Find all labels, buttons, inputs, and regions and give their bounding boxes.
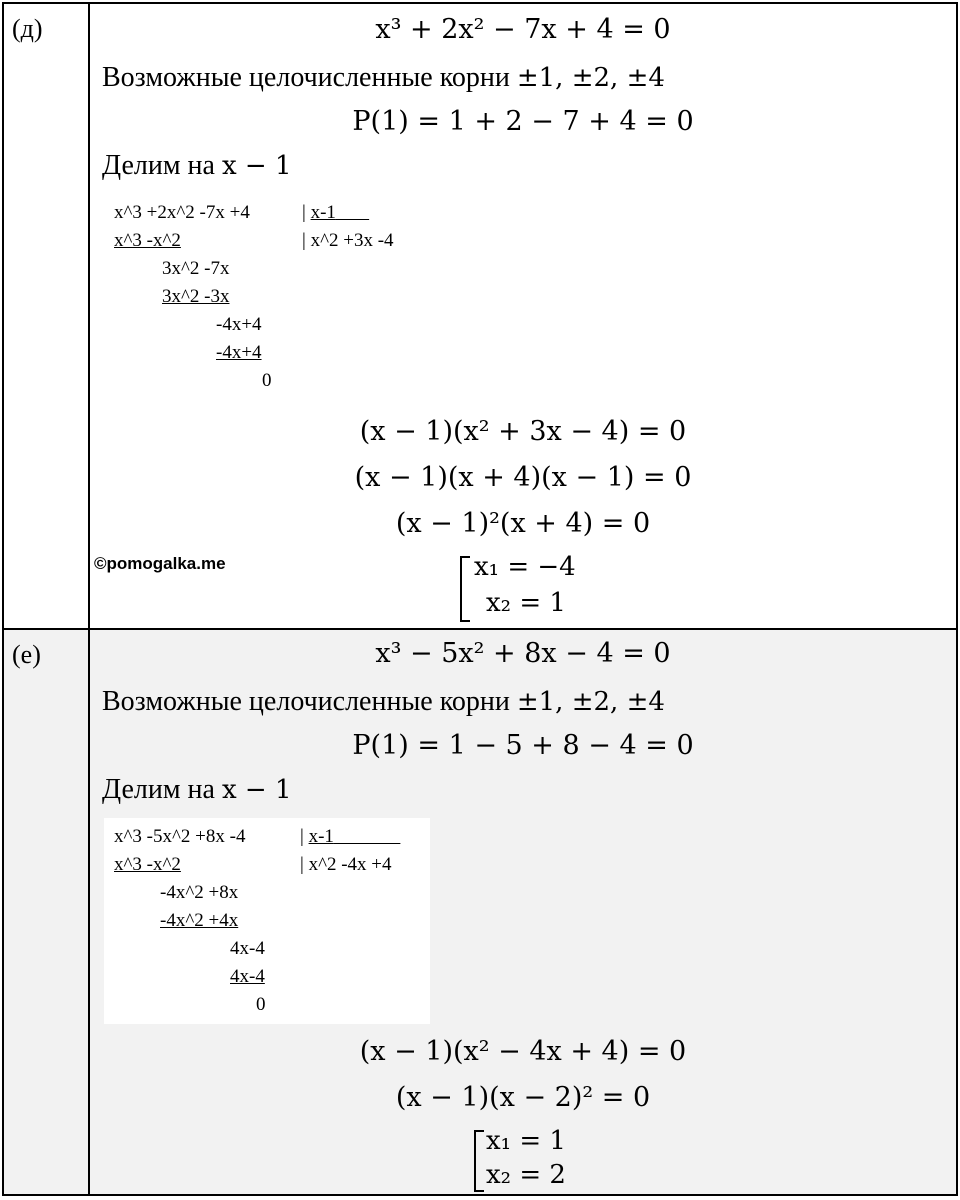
- division-remainder: 0: [256, 994, 266, 1015]
- division-step: -4x+4: [216, 314, 262, 335]
- long-division: x^3 -5x^2 +8x -4 | x-1 x^3 -x^2 | x^2 -4x +4 -4x^2 +8x -4x^2 +4x 4x-4 4x-4 0: [104, 818, 430, 1024]
- factor-line: (x − 1)(x − 2)² = 0: [395, 1082, 651, 1113]
- division-step: 3x^2 -3x: [162, 286, 230, 307]
- possible-roots-line: [102, 62, 665, 94]
- dividend: x^3 -5x^2 +8x -4: [114, 826, 246, 847]
- divide-by: x − 1: [221, 151, 292, 181]
- division-remainder: 0: [262, 370, 272, 391]
- quotient: x^2 +3x -4: [310, 230, 394, 251]
- solution: x₁ = −4: [474, 552, 576, 582]
- factor-line: (x − 1)²(x + 4) = 0: [395, 508, 651, 539]
- dividend: x^3 +2x^2 -7x +4: [114, 202, 250, 223]
- possible-roots-text: Возможные целочисленные корни: [102, 686, 517, 717]
- divisor: x-1: [310, 202, 336, 223]
- possible-roots-text: Возможные целочисленные корни: [102, 62, 517, 93]
- equation: x³ − 5x² + 8x − 4 = 0: [375, 638, 671, 669]
- table-row-e: [4, 628, 956, 1194]
- divide-by: x − 1: [221, 775, 292, 805]
- p1-check: P(1) = 1 + 2 − 7 + 4 = 0: [352, 106, 694, 137]
- divide-line: [102, 150, 292, 182]
- solution-system: [474, 1126, 624, 1196]
- quotient: x^2 -4x +4: [308, 854, 392, 875]
- possible-roots-values: ±1, ±2, ±4: [516, 63, 665, 93]
- table-row-d: [4, 4, 956, 628]
- division-step: 4x-4: [230, 938, 265, 959]
- row-content: [90, 630, 956, 1194]
- possible-roots-values: ±1, ±2, ±4: [516, 687, 665, 717]
- factor-line: (x − 1)(x² + 3x − 4) = 0: [359, 416, 687, 447]
- factor-line: (x − 1)(x + 4)(x − 1) = 0: [354, 462, 692, 493]
- row-content: [90, 4, 956, 628]
- solution: x₁ = 1: [486, 1126, 566, 1156]
- system-bracket: [474, 1130, 484, 1192]
- watermark: ©pomogalka.me: [94, 554, 226, 573]
- factor-line: (x − 1)(x² − 4x + 4) = 0: [359, 1036, 687, 1067]
- division-step: 3x^2 -7x: [162, 258, 230, 279]
- divide-line: [102, 774, 292, 806]
- divisor: x-1: [308, 826, 334, 847]
- solution-system: [460, 552, 620, 622]
- division-step: x^3 -x^2: [114, 854, 181, 875]
- division-step: 4x-4: [230, 966, 265, 987]
- p1-check: P(1) = 1 − 5 + 8 − 4 = 0: [352, 730, 694, 761]
- division-step: -4x^2 +4x: [160, 910, 239, 931]
- division-step: x^3 -x^2: [114, 230, 181, 251]
- row-label: (е): [4, 630, 90, 1194]
- solution: x₂ = 1: [486, 588, 566, 618]
- equation: x³ + 2x² − 7x + 4 = 0: [375, 14, 671, 45]
- possible-roots-line: [102, 686, 665, 718]
- divide-text: Делим на: [102, 774, 222, 805]
- division-step: -4x^2 +8x: [160, 882, 239, 903]
- division-step: -4x+4: [216, 342, 262, 363]
- long-division: x^3 +2x^2 -7x +4 | x-1 x^3 -x^2 | x^2 +3x -4 3x^2 -7x 3x^2 -3x -4x+4 -4x+4 0: [114, 202, 394, 391]
- solutions-table: [2, 2, 958, 1196]
- system-bracket: [460, 556, 470, 622]
- divide-text: Делим на: [102, 150, 222, 181]
- solution: x₂ = 2: [486, 1160, 566, 1190]
- row-label: (д): [4, 4, 90, 628]
